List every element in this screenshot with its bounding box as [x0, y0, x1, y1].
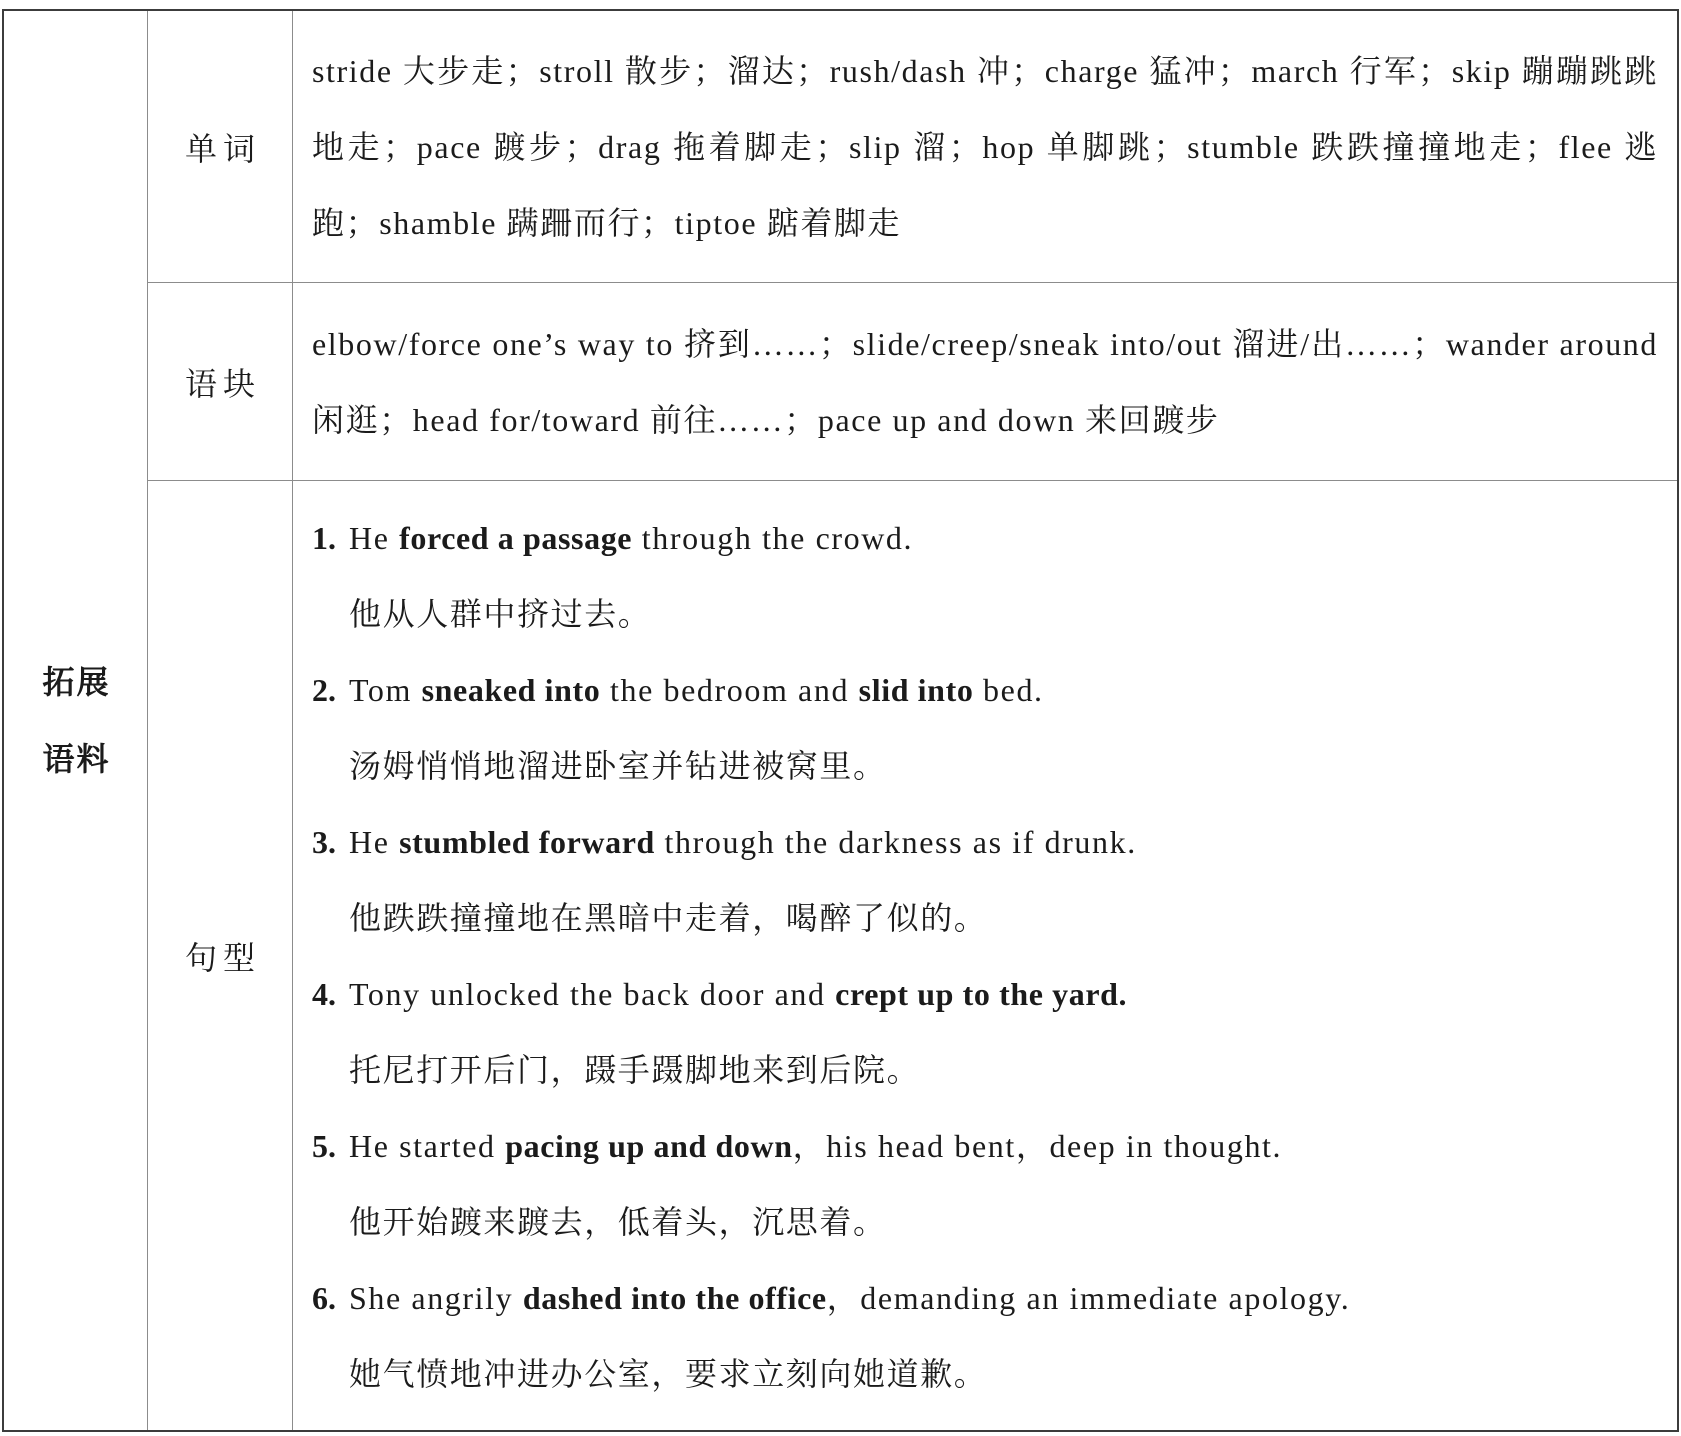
sentence-key-phrase: dashed into the office: [522, 1279, 827, 1316]
sentence-segment: He: [349, 519, 400, 556]
sentence-item: [312, 652, 1658, 804]
sentence-key-phrase: sneaked into: [421, 671, 601, 708]
category-cell: [4, 11, 148, 1430]
sentence-key-phrase: pacing up and down: [505, 1127, 793, 1164]
sentence-item: [312, 500, 1658, 652]
sentence-segment: He started: [349, 1127, 506, 1164]
sentence-segment: ，his head bent，deep in thought.: [792, 1127, 1283, 1164]
sentence-segment: bed.: [973, 671, 1044, 708]
sentence-translation: 她气愤地冲进办公室，要求立刻向她道歉。: [349, 1355, 988, 1392]
sentence-item: [312, 956, 1658, 1108]
sentence-translation: 他跌跌撞撞地在黑暗中走着，喝醉了似的。: [349, 899, 988, 936]
sentence-key-phrase: crept up to the yard.: [835, 975, 1128, 1012]
sentence-english: [312, 804, 1658, 880]
sentence-key-phrase: slid into: [858, 671, 974, 708]
sentence-item: [312, 804, 1658, 956]
sentence-english: [312, 956, 1658, 1032]
sentence-patterns-cell: [293, 481, 1677, 1430]
sentence-english: [312, 500, 1658, 576]
category-label-line-1: 拓展: [42, 663, 111, 700]
sentence-segment: through the crowd.: [632, 519, 914, 556]
sentence-item: [312, 1260, 1658, 1412]
sentence-number: 6.: [312, 1279, 336, 1316]
sentence-translation: 汤姆悄悄地溜进卧室并钻进被窝里。: [349, 747, 887, 784]
sentence-number: 1.: [312, 519, 336, 556]
chunks-content: elbow/force one’s way to 挤到……；slide/creep/sneak into/out 溜进/出……；wander around 闲逛；head for/toward 前往……；pace up and down 来回踱步: [312, 325, 1658, 438]
words-content: stride 大步走；stroll 散步；溜达；rush/dash 冲；charge 猛冲；march 行军；skip 蹦蹦跳跳地走；pace 踱步；drag 拖着脚走；slip 溜；hop 单脚跳；stumble 跌跌撞撞地走；flee 逃跑；shamble 蹒跚而行；tiptoe 踮着脚走: [312, 52, 1658, 241]
sentence-translation: 他开始踱来踱去，低着头，沉思着。: [349, 1203, 887, 1240]
sentence-segment: Tony unlocked the back door and: [349, 975, 836, 1012]
sentence-segment: He: [349, 823, 400, 860]
sentence-translation: 他从人群中挤过去。: [349, 595, 652, 632]
sentence-key-phrase: stumbled forward: [399, 823, 655, 860]
sentence-item: [312, 1108, 1658, 1260]
sentence-number: 2.: [312, 671, 336, 708]
sentence-english: [312, 1260, 1658, 1336]
sentence-list: [312, 500, 1658, 1412]
row-label-words: 单词: [148, 11, 293, 283]
expansion-table: [2, 9, 1679, 1432]
sentence-english: [312, 652, 1658, 728]
chunks-cell: [293, 283, 1677, 481]
sentence-english: [312, 1108, 1658, 1184]
sentence-number: 5.: [312, 1127, 336, 1164]
words-cell: [293, 11, 1677, 283]
sentence-number: 4.: [312, 975, 336, 1012]
category-label-line-2: 语料: [42, 740, 111, 777]
sentence-number: 3.: [312, 823, 336, 860]
sentence-key-phrase: forced a passage: [399, 519, 633, 556]
sentence-segment: She angrily: [349, 1279, 523, 1316]
sentence-segment: through the darkness as if drunk.: [654, 823, 1137, 860]
sentence-segment: the bedroom and: [600, 671, 859, 708]
sentence-segment: Tom: [349, 671, 422, 708]
sentence-segment: ，demanding an immediate apology.: [826, 1279, 1351, 1316]
row-label-chunks: 语块: [148, 283, 293, 481]
sentence-translation: 托尼打开后门，蹑手蹑脚地来到后院。: [349, 1051, 921, 1088]
row-label-sentence-patterns: 句型: [148, 481, 293, 1430]
